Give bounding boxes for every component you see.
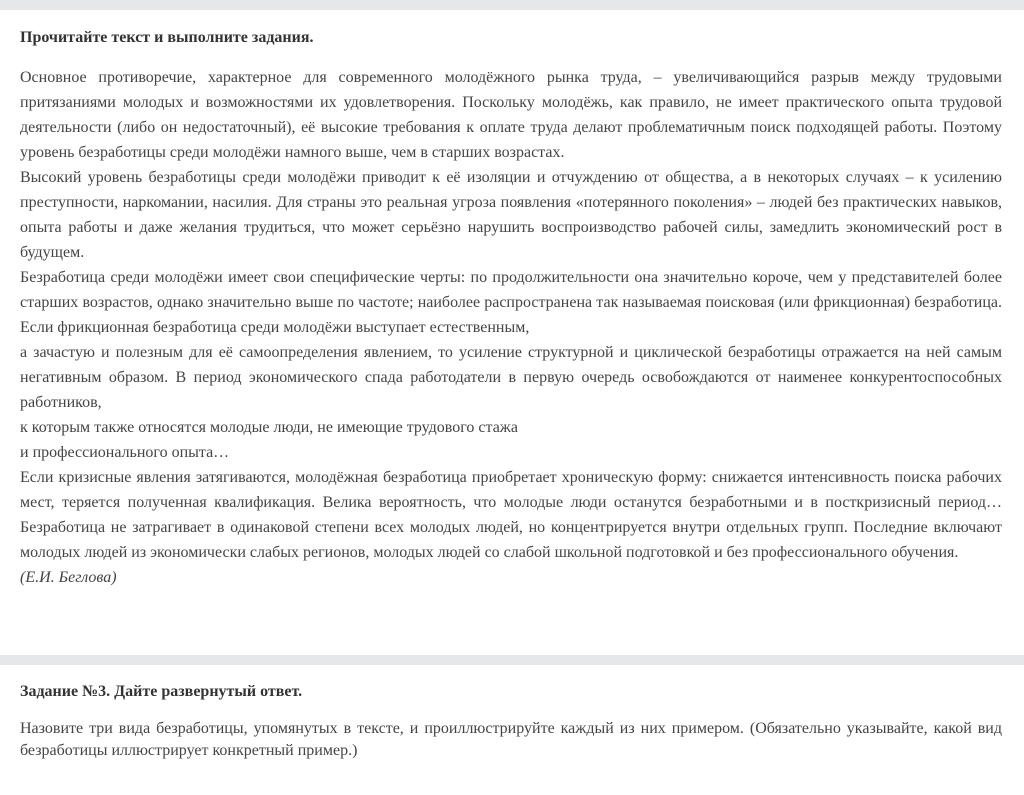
reading-paragraph-6: и профессионального опыта… bbox=[20, 444, 230, 461]
task-text-container bbox=[20, 718, 1002, 762]
reading-paragraph-5: к которым также относятся молодые люди, не имеющие трудового стажа bbox=[20, 419, 518, 436]
author-citation: (Е.И. Беглова) bbox=[20, 569, 117, 586]
task-text: Назовите три вида безработицы, упомянутых в тексте, и проиллюстрируйте каждый из них примером. (Обязательно указывайте, какой вид безработицы иллюстрирует конкретный пример.) bbox=[20, 720, 1002, 759]
reading-paragraph-1: Основное противоречие, характерное для современного молодёжного рынка труда, – увеличивающийся разрыв между трудовыми притязаниями молодых и возможностями их удовлетворения. Поскольку молодёжь, как правило, не имеет практического опыта трудовой деятельности (либо он недостаточный), её высокие требования к оплате труда делают проблематичным поиск подходящей работы. Поэтому уровень безработицы среди молодёжи намного выше, чем в старших возрастах. bbox=[20, 69, 1002, 161]
reading-paragraph-2: Высокий уровень безработицы среди молодёжи приводит к её изоляции и отчуждению от общества, а в некоторых случаях – к усилению преступности, наркомании, насилия. Для страны это реальная угроза появления «потерянного поколения» – людей без практических навыков, опыта работы и даже желания трудиться, что может серьёзно нарушить воспроизводство рабочей силы, замедлить экономический рост в будущем. bbox=[20, 169, 1002, 261]
reading-paragraph-4: а зачастую и полезным для её самоопределения явлением, то усиление структурной и циклической безработицы отражается на ней самым негативным образом. В период экономического спада работодатели в первую очередь освобождаются от наименее конкурентоспособных работников, bbox=[20, 344, 1002, 411]
section-divider bbox=[0, 655, 1024, 665]
task-title: Задание №3. Дайте развернутый ответ. bbox=[20, 683, 303, 700]
reading-paragraph-3: Безработица среди молодёжи имеет свои специфические черты: по продолжительности она значительно короче, чем у представителей более старших возрастов, однако значительно выше по частоте; наиболее распространена так называемая поисковая (или фрикционная) безработица. Если фрикционная безработица среди молодёжи выступает естественным, bbox=[20, 269, 1002, 336]
reading-text bbox=[20, 65, 1002, 590]
top-divider bbox=[0, 0, 1024, 10]
reading-title: Прочитайте текст и выполните задания. bbox=[20, 29, 314, 46]
reading-paragraph-7: Если кризисные явления затягиваются, молодёжная безработица приобретает хроническую форму: снижается интенсивность поиска рабочих мест, теряется полученная квалификация. Велика вероятность, что молодые люди останутся безработными и в посткризисный период… Безработица не затрагивает в одинаковой степени всех молодых людей, но концентрируется внутри отдельных групп. Последние включают молодых людей из экономически слабых регионов, молодых людей со слабой школьной подготовкой и без профессионального обучения. bbox=[20, 469, 1002, 561]
